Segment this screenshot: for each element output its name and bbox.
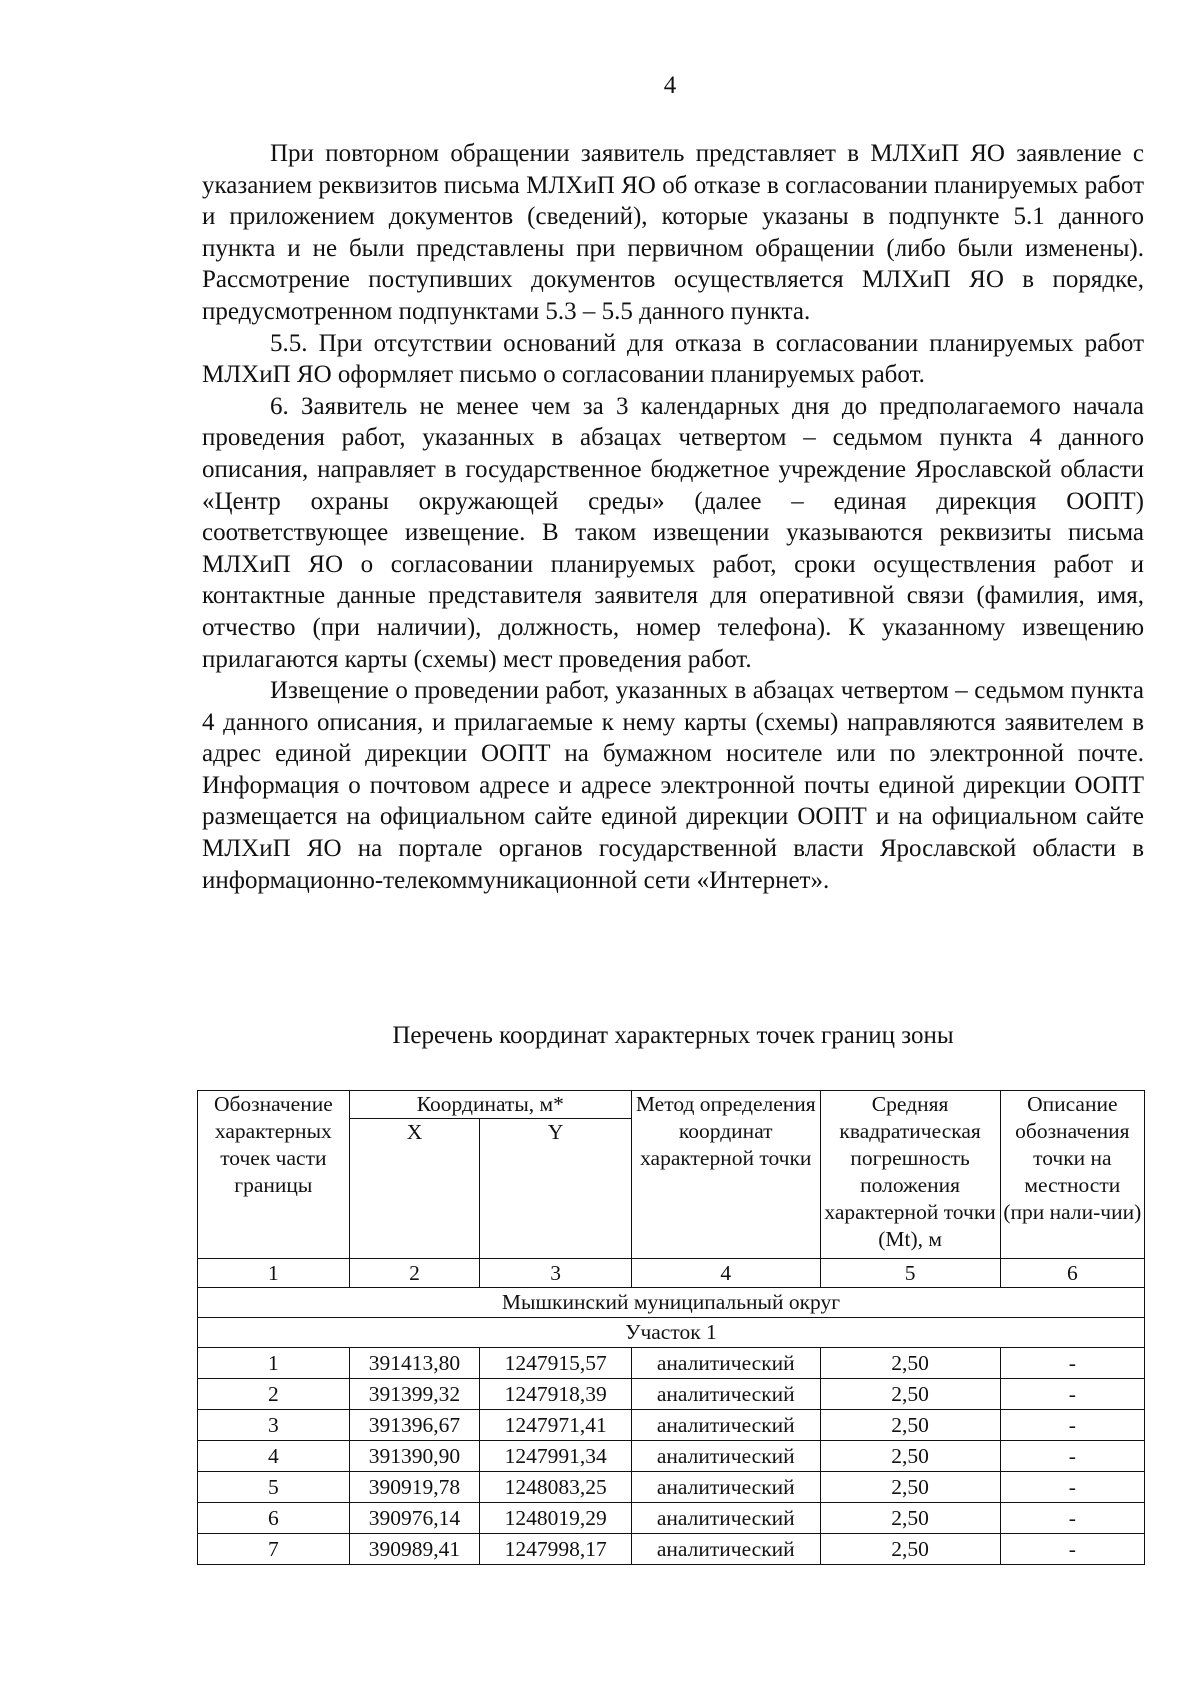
column-number: 4 [631, 1259, 820, 1288]
body-text [202, 138, 1144, 896]
point-number: 7 [198, 1534, 350, 1565]
page-number: 4 [663, 72, 677, 99]
coord-x: 390919,78 [349, 1472, 480, 1503]
mean-error: 2,50 [820, 1503, 1000, 1534]
point-number: 2 [198, 1379, 350, 1410]
column-number: 2 [349, 1259, 480, 1288]
coord-x: 390976,14 [349, 1503, 480, 1534]
coord-x: 390989,41 [349, 1534, 480, 1565]
section-row [198, 1318, 1145, 1348]
table-row [198, 1410, 1145, 1441]
table-row [198, 1441, 1145, 1472]
coord-x: 391390,90 [349, 1441, 480, 1472]
table-caption: Перечень координат характерных точек границ зоны [392, 1022, 954, 1049]
coord-y: 1247991,34 [480, 1441, 632, 1472]
paragraph-6: 6. Заявитель не менее чем за 3 календарных дня до предполагаемого начала проведения работ, указанных в абзацах четвертом – седьмом пункта 4 данного описания, направляет в государственное бюджетное учреждение Ярославской области «Центр охраны окружающей среды» (далее – единая дирекция ООПТ) соответствующее извещение. В таком извещении указываются реквизиты письма МЛХиП ЯО о согласовании планируемых работ, сроки осуществления работ и контактные данные представителя заявителя для оперативной связи (фамилия, имя, отчество (при наличии), должность, номер телефона). К указанному извещению прилагаются карты (схемы) мест проведения работ. [202, 392, 1144, 673]
coord-y: 1248019,29 [480, 1503, 632, 1534]
mean-error: 2,50 [820, 1472, 1000, 1503]
mean-error: 2,50 [820, 1534, 1000, 1565]
mean-error: 2,50 [820, 1379, 1000, 1410]
district-row [198, 1288, 1145, 1318]
description: - [1000, 1503, 1144, 1534]
header-method: Метод определения координат характерной точки [631, 1091, 820, 1259]
description: - [1000, 1348, 1144, 1379]
point-number: 6 [198, 1503, 350, 1534]
header-row [198, 1091, 1145, 1119]
column-number: 6 [1000, 1259, 1144, 1288]
column-number: 3 [480, 1259, 632, 1288]
table-row [198, 1348, 1145, 1379]
paragraph-5-5: 5.5. При отсутствии оснований для отказа в согласовании планируемых работ МЛХиП ЯО оформляет письмо о согласовании планируемых работ. [202, 329, 1144, 389]
mean-error: 2,50 [820, 1348, 1000, 1379]
description: - [1000, 1534, 1144, 1565]
point-number: 3 [198, 1410, 350, 1441]
coord-y: 1247998,17 [480, 1534, 632, 1565]
table-row [198, 1472, 1145, 1503]
method: аналитический [631, 1348, 820, 1379]
description: - [1000, 1410, 1144, 1441]
column-number-row [198, 1259, 1145, 1288]
point-number: 4 [198, 1441, 350, 1472]
table-row [198, 1534, 1145, 1565]
coord-y: 1247915,57 [480, 1348, 632, 1379]
header-y: Y [480, 1119, 632, 1259]
header-description: Описание обозначения точки на местности (при нали-чии) [1000, 1091, 1144, 1259]
mean-error: 2,50 [820, 1441, 1000, 1472]
coord-x: 391399,32 [349, 1379, 480, 1410]
point-number: 1 [198, 1348, 350, 1379]
coord-y: 1247971,41 [480, 1410, 632, 1441]
coord-y: 1248083,25 [480, 1472, 632, 1503]
header-point-designation: Обозначение характерных точек части границы [198, 1091, 350, 1259]
table-row [198, 1379, 1145, 1410]
method: аналитический [631, 1472, 820, 1503]
coord-x: 391396,67 [349, 1410, 480, 1441]
method: аналитический [631, 1379, 820, 1410]
header-coordinates: Координаты, м* [349, 1091, 631, 1119]
description: - [1000, 1472, 1144, 1503]
paragraph-repeat-application: При повторном обращении заявитель представляет в МЛХиП ЯО заявление с указанием реквизитов письма МЛХиП ЯО об отказе в согласовании планируемых работ и приложением документов (сведений), которые указаны в подпункте 5.1 данного пункта и не были представлены при первичном обращении (либо были изменены). Рассмотрение поступивших документов осуществляется МЛХиП ЯО в порядке, предусмотренном подпунктами 5.3 – 5.5 данного пункта. [202, 140, 1144, 325]
method: аналитический [631, 1534, 820, 1565]
description: - [1000, 1441, 1144, 1472]
header-x: X [349, 1119, 480, 1259]
district-name: Мышкинский муниципальный округ [198, 1288, 1145, 1318]
table-row [198, 1503, 1145, 1534]
method: аналитический [631, 1441, 820, 1472]
section-name: Участок 1 [198, 1318, 1145, 1348]
mean-error: 2,50 [820, 1410, 1000, 1441]
point-number: 5 [198, 1472, 350, 1503]
column-number: 5 [820, 1259, 1000, 1288]
method: аналитический [631, 1503, 820, 1534]
coord-x: 391413,80 [349, 1348, 480, 1379]
column-number: 1 [198, 1259, 350, 1288]
description: - [1000, 1379, 1144, 1410]
coordinates-table [197, 1090, 1145, 1565]
coord-y: 1247918,39 [480, 1379, 632, 1410]
header-mean-error: Средняя квадратическая погрешность положения характерной точки (Mt), м [820, 1091, 1000, 1259]
method: аналитический [631, 1410, 820, 1441]
paragraph-notice: Извещение о проведении работ, указанных в абзацах четвертом – седьмом пункта 4 данного описания, и прилагаемые к нему карты (схемы) направляются заявителем в адрес единой дирекции ООПТ на бумажном носителе или по электронной почте. Информация о почтовом адресе и адресе электронной почты единой дирекции ООПТ размещается на официальном сайте единой дирекции ООПТ и на официальном сайте МЛХиП ЯО на портале органов государственной власти Ярославской области в информационно-телекоммуникационной сети «Интернет». [202, 677, 1144, 894]
